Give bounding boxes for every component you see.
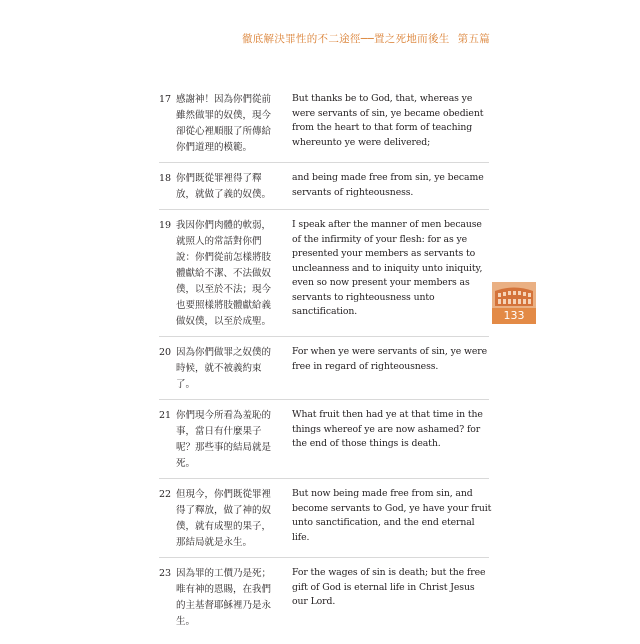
verse-row: [159, 218, 489, 337]
verse-english: I speak after the manner of men because of the infirmity of your flesh: for as ye presented your members as servants to uncleanness and to iniquity unto iniquity, even so now present your members as servants to righteousness unto sanctification.: [292, 219, 483, 317]
verse-english: But thanks be to God, that, whereas ye were servants of sin, ye became obedient from the heart to that form of teaching whereunto ye were delivered;: [292, 93, 484, 148]
verse-chinese: 我因你們肉體的軟弱，就照人的常話對你們說：你們從前怎樣將肢體獻給不潔、不法做奴僕，以至於不法；現今也要照樣將肢體獻給義做奴僕，以至於成聖。: [176, 220, 272, 327]
verse-table: [159, 92, 492, 644]
verse-number: 22: [159, 489, 172, 500]
verse-chinese: 你們現今所看為羞恥的事，當日有什麼果子呢？那些事的結局就是死。: [176, 410, 272, 469]
verse-number: 19: [159, 220, 172, 231]
verse-number: 23: [159, 568, 172, 579]
colosseum-image-icon: [492, 282, 536, 308]
verse-row: [159, 92, 489, 163]
verse-number: 21: [159, 410, 172, 421]
verse-number: 18: [159, 173, 172, 184]
verse-number: 20: [159, 347, 172, 358]
page-thumb-tab: [492, 282, 536, 324]
verse-row: [159, 487, 492, 558]
verse-chinese: 你們既從罪裡得了釋放，就做了義的奴僕。: [176, 173, 272, 200]
verse-chinese: 因為罪的工價乃是死；唯有神的恩賜，在我們的主基督耶穌裡乃是永生。: [176, 568, 272, 627]
verse-english: and being made free from sin, ye became servants of righteousness.: [292, 172, 484, 198]
header-chapter: 第五篇: [457, 33, 490, 45]
verse-chinese: 因為你們做罪之奴僕的時候，就不被義約束了。: [176, 347, 272, 390]
verse-english: For the wages of sin is death; but the free gift of God is eternal life in Christ Jesus our Lord.: [292, 567, 486, 607]
page-number: 133: [492, 308, 536, 324]
verse-row: [159, 408, 489, 479]
running-header: [242, 31, 490, 46]
verse-english: For when ye were servants of sin, ye were free in regard of righteousness.: [292, 346, 488, 372]
verse-row: [159, 171, 489, 210]
verse-chinese: 但現今，你們既從罪裡得了釋放，做了神的奴僕，就有成聖的果子，那結局就是永生。: [176, 489, 272, 548]
verse-english: What fruit then had ye at that time in the things whereof ye are now ashamed? for the end of those things is death.: [292, 409, 483, 449]
verse-number: 17: [159, 94, 172, 105]
header-title: 徹底解決罪性的不二途徑──置之死地而後生: [241, 33, 450, 45]
verse-english: But now being made free from sin, and become servants to God, ye have your fruit unto sanctification, and the end eternal life.: [292, 488, 492, 543]
verse-chinese: 感謝神！因為你們從前雖然做罪的奴僕，現今卻從心裡順服了所傳給你們道理的模範。: [176, 94, 272, 153]
verse-row: [159, 566, 489, 636]
verse-row: [159, 345, 489, 400]
